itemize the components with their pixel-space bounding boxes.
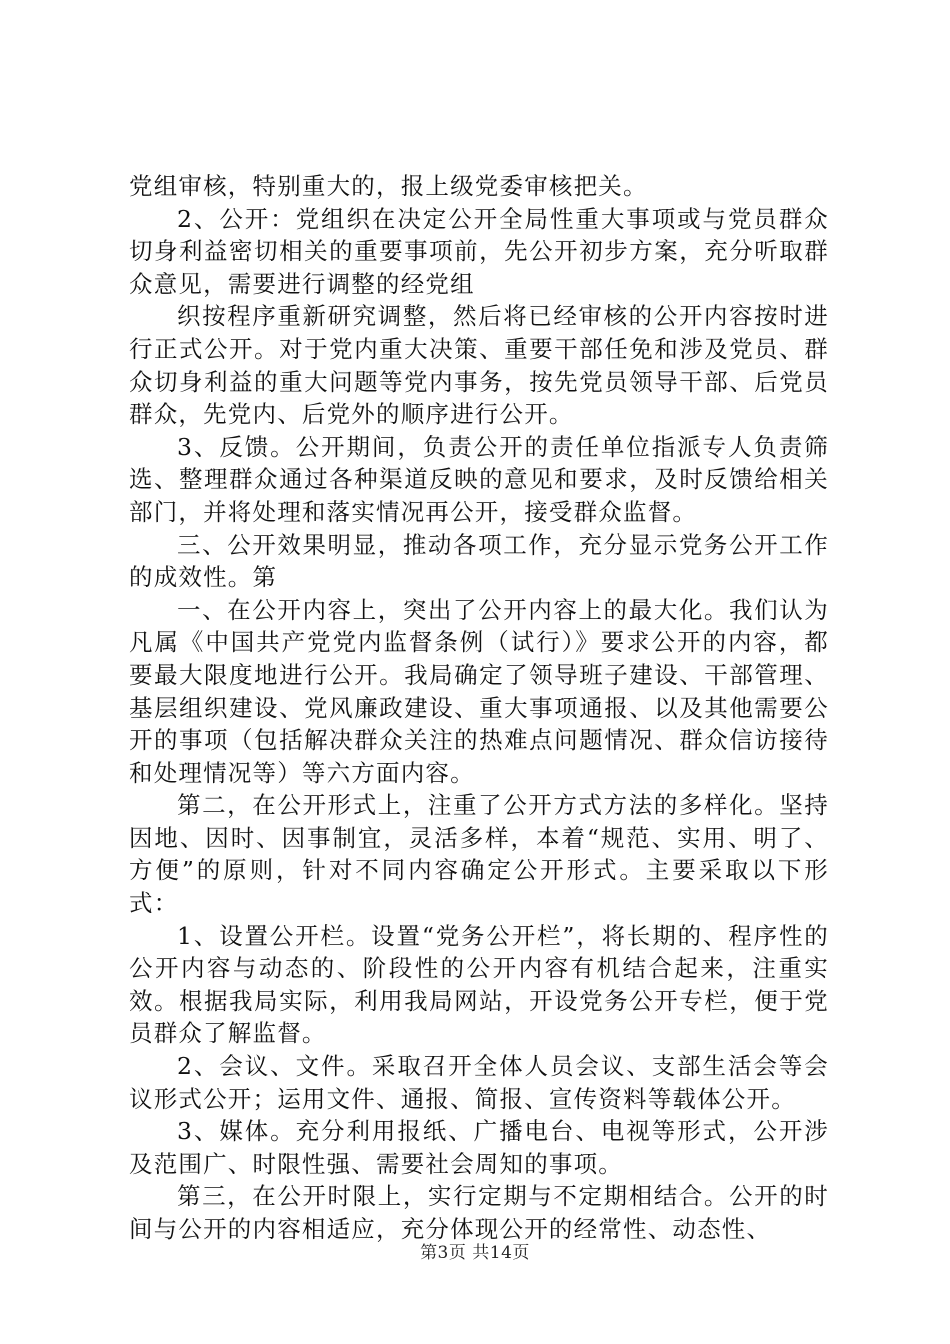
document-body (129, 170, 829, 1246)
paragraph-8: 1、设置公开栏。设置“党务公开栏”，将长期的、程序性的公开内容与动态的、阶段性的公开内容有机结合起来，注重实效。根据我局实际，利用我局网站，开设党务公开专栏，便于党员群众了解监督。 (129, 921, 829, 1048)
paragraph-9: 2、会议、文件。采取召开全体人员会议、支部生活会等会议形式公开；运用文件、通报、简报、宣传资料等载体公开。 (129, 1052, 829, 1113)
paragraph-10: 3、媒体。充分利用报纸、广播电台、电视等形式，公开涉及范围广、时限性强、需要社会周知的事项。 (129, 1117, 829, 1178)
paragraph-1: 党组审核，特别重大的，报上级党委审核把关。 (129, 172, 648, 200)
paragraph-5: 三、公开效果明显，推动各项工作，充分显示党务公开工作的成效性。第 (129, 530, 829, 592)
paragraph-7: 第二，在公开形式上，注重了公开方式方法的多样化。坚持因地、因时、因事制宜，灵活多样，本着“规范、实用、明了、方便”的原则，针对不同内容确定公开形式。主要采取以下形式： (129, 791, 829, 918)
paragraph-4: 3、反馈。公开期间，负责公开的责任单位指派专人负责筛选、整理群众通过各种渠道反映的意见和要求，及时反馈给相关部门，并将处理和落实情况再公开，接受群众监督。 (129, 432, 829, 526)
page-footer: 第3页 共14页 (420, 1243, 530, 1263)
paragraph-3: 织按程序重新研究调整，然后将已经审核的公开内容按时进行正式公开。对于党内重大决策、重要干部任免和涉及党员、群众切身利益的重大问题等党内事务，按先党员领导干部、后党员群众，先党内、后党外的顺序进行公开。 (129, 302, 829, 429)
paragraph-6: 一、在公开内容上，突出了公开内容上的最大化。我们认为凡属《中国共产党党内监督条例（试行）》要求公开的内容，都要最大限度地进行公开。我局确定了领导班子建设、干部管理、基层组织建设、党风廉政建设、重大事项通报、以及其他需要公开的事项（包括解决群众关注的热难点问题情况、群众信访接待和处理情况等）等六方面内容。 (129, 595, 829, 787)
paragraph-11: 第三，在公开时限上，实行定期与不定期相结合。公开的时间与公开的内容相适应，充分体现公开的经常性、动态性、 (129, 1182, 829, 1243)
paragraph-2: 2、公开：党组织在决定公开全局性重大事项或与党员群众切身利益密切相关的重要事项前，先公开初步方案，充分听取群众意见，需要进行调整的经党组 (129, 204, 829, 298)
